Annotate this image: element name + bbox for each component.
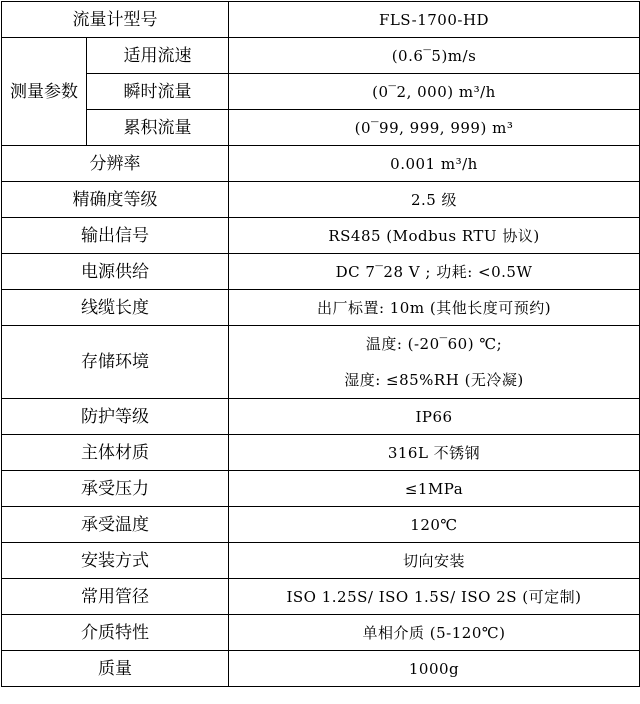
table-row-instant-flow (2, 74, 640, 110)
weight-label: 质量 (2, 651, 229, 687)
pipe-label: 常用管径 (2, 579, 229, 615)
table-row-material (2, 435, 640, 471)
pressure-value: ≤1MPa (229, 471, 640, 507)
medium-label: 介质特性 (2, 615, 229, 651)
table-row-medium (2, 615, 640, 651)
model-label: 流量计型号 (2, 2, 229, 38)
cable-label: 线缆长度 (2, 290, 229, 326)
table-row-protection (2, 399, 640, 435)
output-label: 输出信号 (2, 218, 229, 254)
table-row-weight (2, 651, 640, 687)
table-row-output (2, 218, 640, 254)
table-row-accuracy (2, 182, 640, 218)
table-row-total-flow (2, 110, 640, 146)
storage-label: 存储环境 (2, 326, 229, 399)
velocity-value: (0.6‾5)m/s (229, 38, 640, 74)
table-row-resolution (2, 146, 640, 182)
measure-group-label: 测量参数 (2, 38, 87, 146)
table-row-storage (2, 326, 640, 399)
protection-value: IP66 (229, 399, 640, 435)
power-label: 电源供给 (2, 254, 229, 290)
protection-label: 防护等级 (2, 399, 229, 435)
temperature-label: 承受温度 (2, 507, 229, 543)
accuracy-value: 2.5 级 (229, 182, 640, 218)
table-row-temperature (2, 507, 640, 543)
table-row-pressure (2, 471, 640, 507)
material-value: 316L 不锈钢 (229, 435, 640, 471)
cable-value: 出厂标置: 10m (其他长度可预约) (229, 290, 640, 326)
table-row-power (2, 254, 640, 290)
storage-value (229, 326, 640, 399)
temperature-value: 120℃ (229, 507, 640, 543)
spec-table (1, 1, 640, 687)
resolution-label: 分辨率 (2, 146, 229, 182)
install-value: 切向安装 (229, 543, 640, 579)
power-value: DC 7‾28 V ; 功耗: <0.5W (229, 254, 640, 290)
material-label: 主体材质 (2, 435, 229, 471)
table-row-model (2, 2, 640, 38)
velocity-label: 适用流速 (87, 38, 229, 74)
resolution-value: 0.001 m³/h (229, 146, 640, 182)
table-row-cable (2, 290, 640, 326)
table-row-velocity (2, 38, 640, 74)
pipe-value: ISO 1.25S/ ISO 1.5S/ ISO 2S (可定制) (229, 579, 640, 615)
table-row-pipe (2, 579, 640, 615)
total-flow-value: (0‾99, 999, 999) m³ (229, 110, 640, 146)
instant-flow-label: 瞬时流量 (87, 74, 229, 110)
total-flow-label: 累积流量 (87, 110, 229, 146)
output-value: RS485 (Modbus RTU 协议) (229, 218, 640, 254)
model-value: FLS-1700-HD (229, 2, 640, 38)
weight-value: 1000g (229, 651, 640, 687)
medium-value: 单相介质 (5-120℃) (229, 615, 640, 651)
storage-temperature-value: 温度: (-20‾60) ℃; (365, 335, 503, 353)
pressure-label: 承受压力 (2, 471, 229, 507)
install-label: 安装方式 (2, 543, 229, 579)
instant-flow-value: (0‾2, 000) m³/h (229, 74, 640, 110)
storage-humidity-value: 湿度: ≤85%RH (无冷凝) (344, 371, 524, 389)
table-row-install (2, 543, 640, 579)
accuracy-label: 精确度等级 (2, 182, 229, 218)
